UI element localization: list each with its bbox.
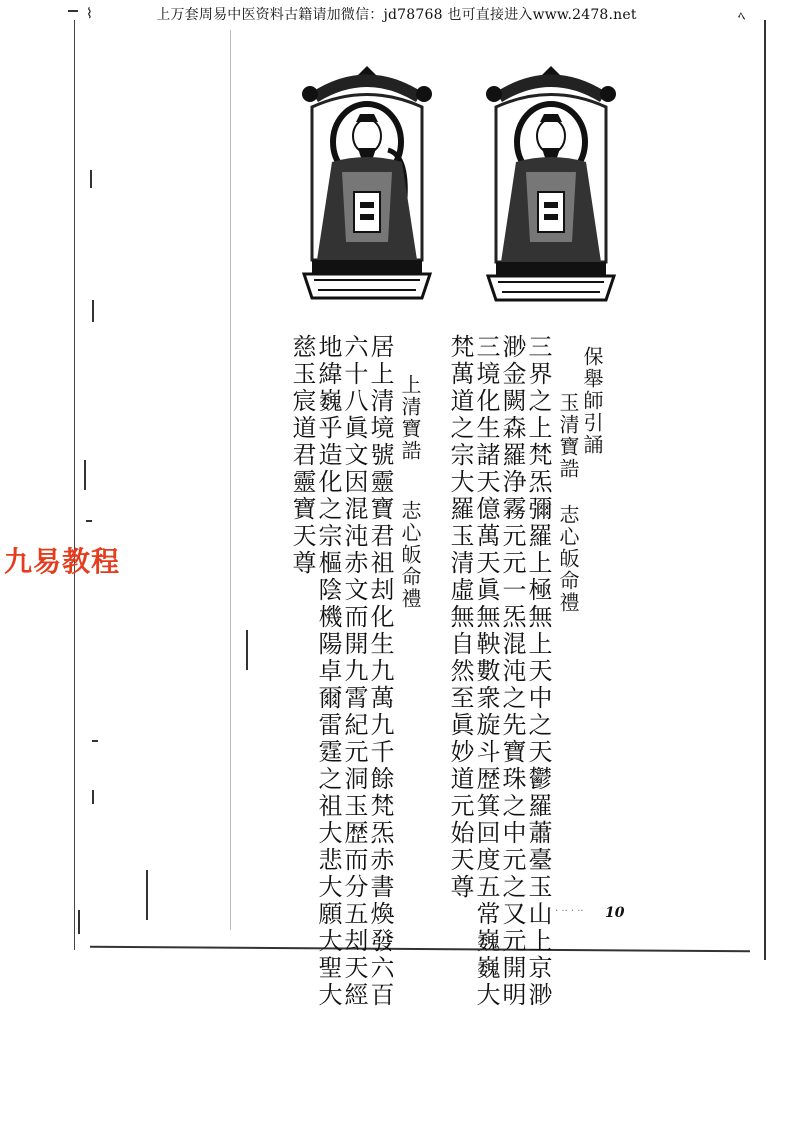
text-column: 居上清境號靈寶君祖刦化生九萬九千餘梵炁赤書煥發六百 [366, 334, 394, 1009]
text-column: 三界之上梵炁彌羅上極無上天中之天鬱羅蕭臺玉山上京渺 [524, 334, 552, 1009]
deity-figure-right [476, 62, 626, 312]
text-column: 六十八眞文因混沌赤文而開九霄紀元洞玉歴而分五刦天經 [340, 334, 368, 1009]
page-fold-line [230, 30, 231, 930]
corner-mark-icon: ⌇ [86, 6, 93, 22]
text-column: 渺金闕森羅浄霧元元一炁混沌之先寶珠之中元之又元開明 [498, 334, 526, 1009]
watermark-logo: 九易教程 [4, 545, 121, 578]
header-note: 上万套周易中医资料古籍请加微信：jd78768 也可直接进入www.2478.net [156, 7, 637, 23]
section-subtitle: 玉清寶誥 [556, 392, 580, 480]
text-column: 地緯巍乎造化之宗樞陰機陽卓爾雷霆之祖大悲大願大聖大 [314, 334, 342, 1009]
rite-label: 志心皈命禮 [398, 500, 422, 610]
rite-label: 志心皈命禮 [556, 504, 580, 614]
page-edge-left [74, 20, 75, 950]
corner-mark-icon: ﾍ [738, 9, 745, 25]
text-column: 梵萬道之宗大羅玉清虛無自然至眞妙道元始天尊 [446, 334, 474, 901]
scan-noise: · ·· · ·· [555, 906, 584, 917]
section-title: 保舉師引誦 [580, 346, 604, 456]
deity-figure-left [292, 60, 442, 310]
page-edge-right [764, 20, 766, 960]
page-edge-bottom [90, 946, 750, 953]
text-column: 慈玉宸道君靈寶天尊 [288, 334, 316, 577]
page-number: 10 [605, 905, 625, 921]
text-column: 三境化生諸天億萬天眞無鞅數衆旋斗歴箕回度五常巍巍大 [472, 334, 500, 1009]
section-subtitle: 上清寶誥 [398, 374, 422, 462]
